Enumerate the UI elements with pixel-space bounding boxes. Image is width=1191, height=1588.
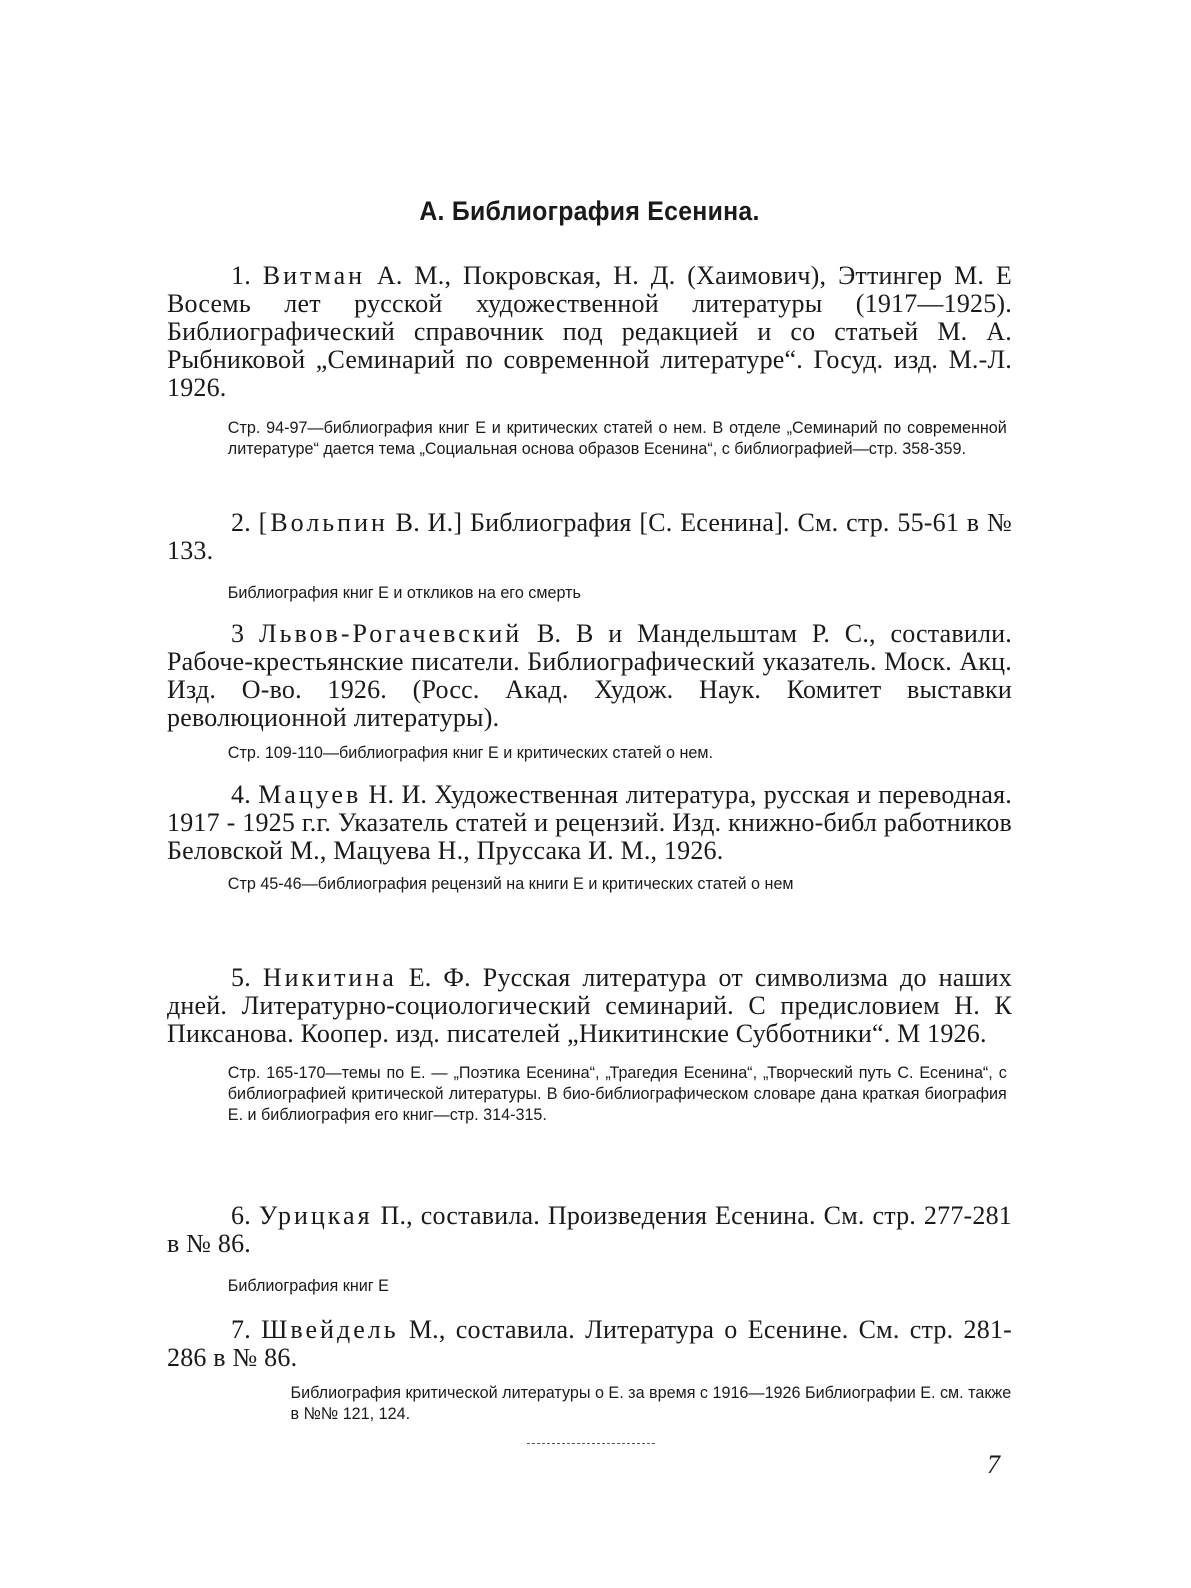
bibliography-entry	[167, 781, 1012, 894]
entry-note: Стр 45-46—библиография рецензий на книги Е и критических статей о нем	[227, 874, 794, 893]
page-number: 7	[987, 1450, 1000, 1479]
entry-note: Библиография книг Е	[227, 1276, 389, 1295]
entry-note: Стр. 109-110—библиография книг Е и критических статей о нем.	[227, 743, 713, 762]
entry-author: Львов-Рогачевский	[258, 619, 523, 648]
entry-text	[167, 1202, 1012, 1258]
entry-number: 5.	[231, 963, 251, 992]
entry-text	[167, 964, 1012, 1048]
entry-body: Н. И. Художественная литература, русская и переводная. 1917 - 1925 г.г. Указатель статей и рецензий. Изд. книжно-библ работников Беловской М., Мацуева Н., Пруссака И. М., 1926.	[167, 780, 1013, 865]
entry-text	[167, 509, 1012, 565]
bibliography-entry	[167, 1202, 1012, 1296]
entry-author: Швейдель	[261, 1315, 399, 1344]
entry-note: Библиография критической литературы о Е. за время с 1916—1926 Библиографии Е. см. также в №№ 121, 124.	[290, 1383, 1012, 1423]
entry-text	[167, 262, 1012, 402]
entry-body: П., составила. Произведения Есенина. См. стр. 277-281 в № 86.	[167, 1201, 1012, 1258]
closing-rule	[527, 1443, 655, 1444]
entry-number: 2.	[231, 508, 251, 537]
bibliography-entry	[167, 509, 1012, 603]
entry-author: Мацуев	[258, 780, 362, 809]
entry-author: Урицкая	[258, 1201, 373, 1230]
entry-number: 4.	[231, 780, 251, 809]
entry-number: 1.	[231, 261, 251, 290]
bibliography-entry	[167, 1316, 1012, 1424]
entry-number: 7.	[231, 1315, 251, 1344]
entry-body: В. И.] Библиография [С. Есенина]. См. стр. 55-61 в № 133.	[167, 508, 1013, 565]
entry-author: Витман	[262, 261, 366, 290]
bibliography-entry	[167, 262, 1012, 459]
entry-number: 3	[231, 619, 245, 648]
entry-text	[167, 781, 1012, 865]
bibliography-entry	[167, 620, 1012, 763]
entry-text	[167, 1316, 1012, 1372]
entry-author: Никитина	[262, 963, 397, 992]
entry-body: М., составила. Литература о Есенине. См. стр. 281-286 в № 86.	[167, 1315, 1013, 1372]
document-page	[167, 0, 1012, 1588]
entry-body: В. В и Мандельштам Р. С., составили. Рабоче-крестьянские писатели. Библиографический указатель. Моск. Акц. Изд. О-во. 1926. (Росс. Акад. Худож. Наук. Комитет выставки революционной литературы).	[167, 619, 1012, 732]
entry-number: 6.	[231, 1201, 251, 1230]
entry-text	[167, 620, 1012, 732]
entry-body: Е. Ф. Русская литература от символизма до наших дней. Литературно-социологический семинарий. С предисловием Н. К Пиксанова. Коопер. изд. писателей „Никитинские Субботники“. М 1926.	[167, 963, 1012, 1048]
page-heading: А. Библиография Есенина.	[419, 196, 760, 226]
bibliography-entry	[167, 964, 1012, 1125]
entry-body: А. М., Покровская, Н. Д. (Хаимович), Эттингер М. Е Восемь лет русской художественной литературы (1917—1925). Библиографический справочник под редакцией и со статьей М. А. Рыбниковой „Семинарий по современной литературе“. Госуд. изд. М.-Л. 1926.	[167, 261, 1012, 402]
entry-note: Стр. 165-170—темы по Е. — „Поэтика Есенина“, „Трагедия Есенина“, „Творческий путь С. Есенина“, с библиографией критической литературы. В био-библиографическом словаре дана краткая биография Е. и библиография его книг—стр. 314-315.	[227, 1063, 1007, 1124]
entry-author: [Вольпин	[258, 508, 388, 537]
entry-note: Библиография книг Е и откликов на его смерть	[227, 583, 581, 602]
entry-note: Стр. 94-97—библиография книг Е и критических статей о нем. В отделе „Семинарий по современной литературе“ дается тема „Социальная основа образов Есенина“, с библиографией—стр. 358-359.	[227, 418, 1007, 458]
